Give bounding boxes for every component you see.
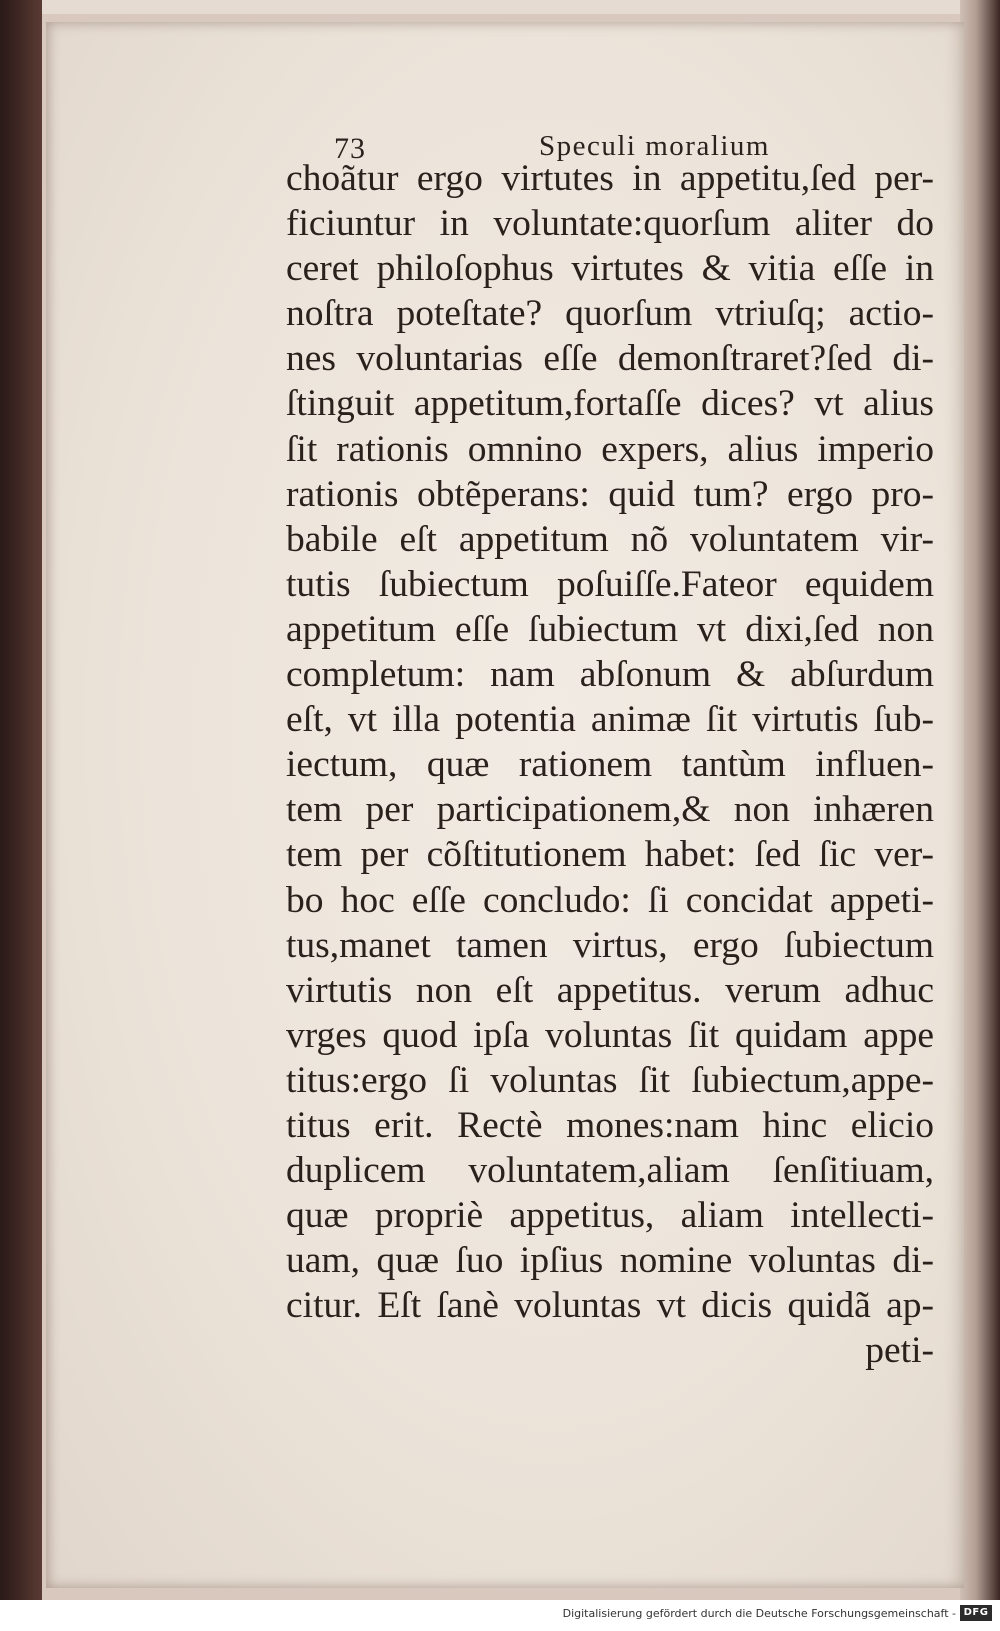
text-line: citur. Eſt ſanè voluntas vt dicis quidã ap- xyxy=(286,1285,934,1327)
text-line: titus:ergo ſi voluntas ſit ſubiectum,appe- xyxy=(286,1059,934,1101)
text-line: titus erit. Rectè mones:nam hinc elicio xyxy=(286,1104,934,1146)
text-line: rationis obtẽperans: quid tum? ergo pro- xyxy=(286,473,934,515)
text-line: nes voluntarias eſſe demonſtraret?ſed di- xyxy=(286,338,934,380)
text-line: ſit rationis omnino expers, alius imperio xyxy=(286,428,934,470)
text-line: vrges quod ipſa voluntas ſit quidam appe xyxy=(286,1014,934,1056)
text-line: babile eſt appetitum nõ voluntatem vir- xyxy=(286,518,934,560)
running-title: Speculi moralium xyxy=(539,130,770,162)
text-line: bo hoc eſſe concludo: ſi concidat appeti- xyxy=(286,879,934,921)
page-number: 73 xyxy=(334,132,366,165)
text-line: noſtra poteſtate? quorſum vtriuſq; actio- xyxy=(286,293,934,335)
scan-top-edge xyxy=(0,0,1000,14)
text-line: ceret philoſophus virtutes & vitia eſſe in xyxy=(286,248,934,290)
text-line: quæ propriè appetitus, aliam intellecti- xyxy=(286,1195,934,1237)
text-line: eſt, vt illa potentia animæ ſit virtutis ſub- xyxy=(286,699,934,741)
text-line: tutis ſubiectum poſuiſſe.Fateor equidem xyxy=(286,563,934,605)
text-line: completum: nam abſonum & abſurdum xyxy=(286,654,934,696)
text-line: ficiuntur in voluntate:quorſum aliter do xyxy=(286,203,934,245)
text-line: ſtinguit appetitum,fortaſſe dices? vt alius xyxy=(286,383,934,425)
text-line: appetitum eſſe ſubiectum vt dixi,ſed non xyxy=(286,608,934,650)
text-line: tem per cõſtitutionem habet: ſed ſic ver- xyxy=(286,834,934,876)
text-line: choãtur ergo virtutes in appetitu,ſed per- xyxy=(286,158,934,199)
funding-credit: Digitalisierung gefördert durch die Deutsche Forschungsgemeinschaft - xyxy=(562,1607,956,1620)
digitization-footer xyxy=(0,1600,1000,1631)
body-text xyxy=(286,156,934,1374)
book-edge-right xyxy=(960,0,1000,1600)
text-line: tem per participationem,& non inhæren xyxy=(286,789,934,831)
book-cover-edge-left xyxy=(0,0,42,1600)
text-line: iectum, quæ rationem tantùm influen- xyxy=(286,744,934,786)
catchword: peti- xyxy=(865,1330,934,1372)
text-line: duplicem voluntatem,aliam ſenſitiuam, xyxy=(286,1150,934,1192)
text-line: uam, quæ ſuo ipſius nomine voluntas di- xyxy=(286,1240,934,1282)
text-line: tus,manet tamen virtus, ergo ſubiectum xyxy=(286,924,934,966)
text-line: virtutis non eſt appetitus. verum adhuc xyxy=(286,969,934,1011)
dfg-logo: DFG xyxy=(960,1605,992,1621)
